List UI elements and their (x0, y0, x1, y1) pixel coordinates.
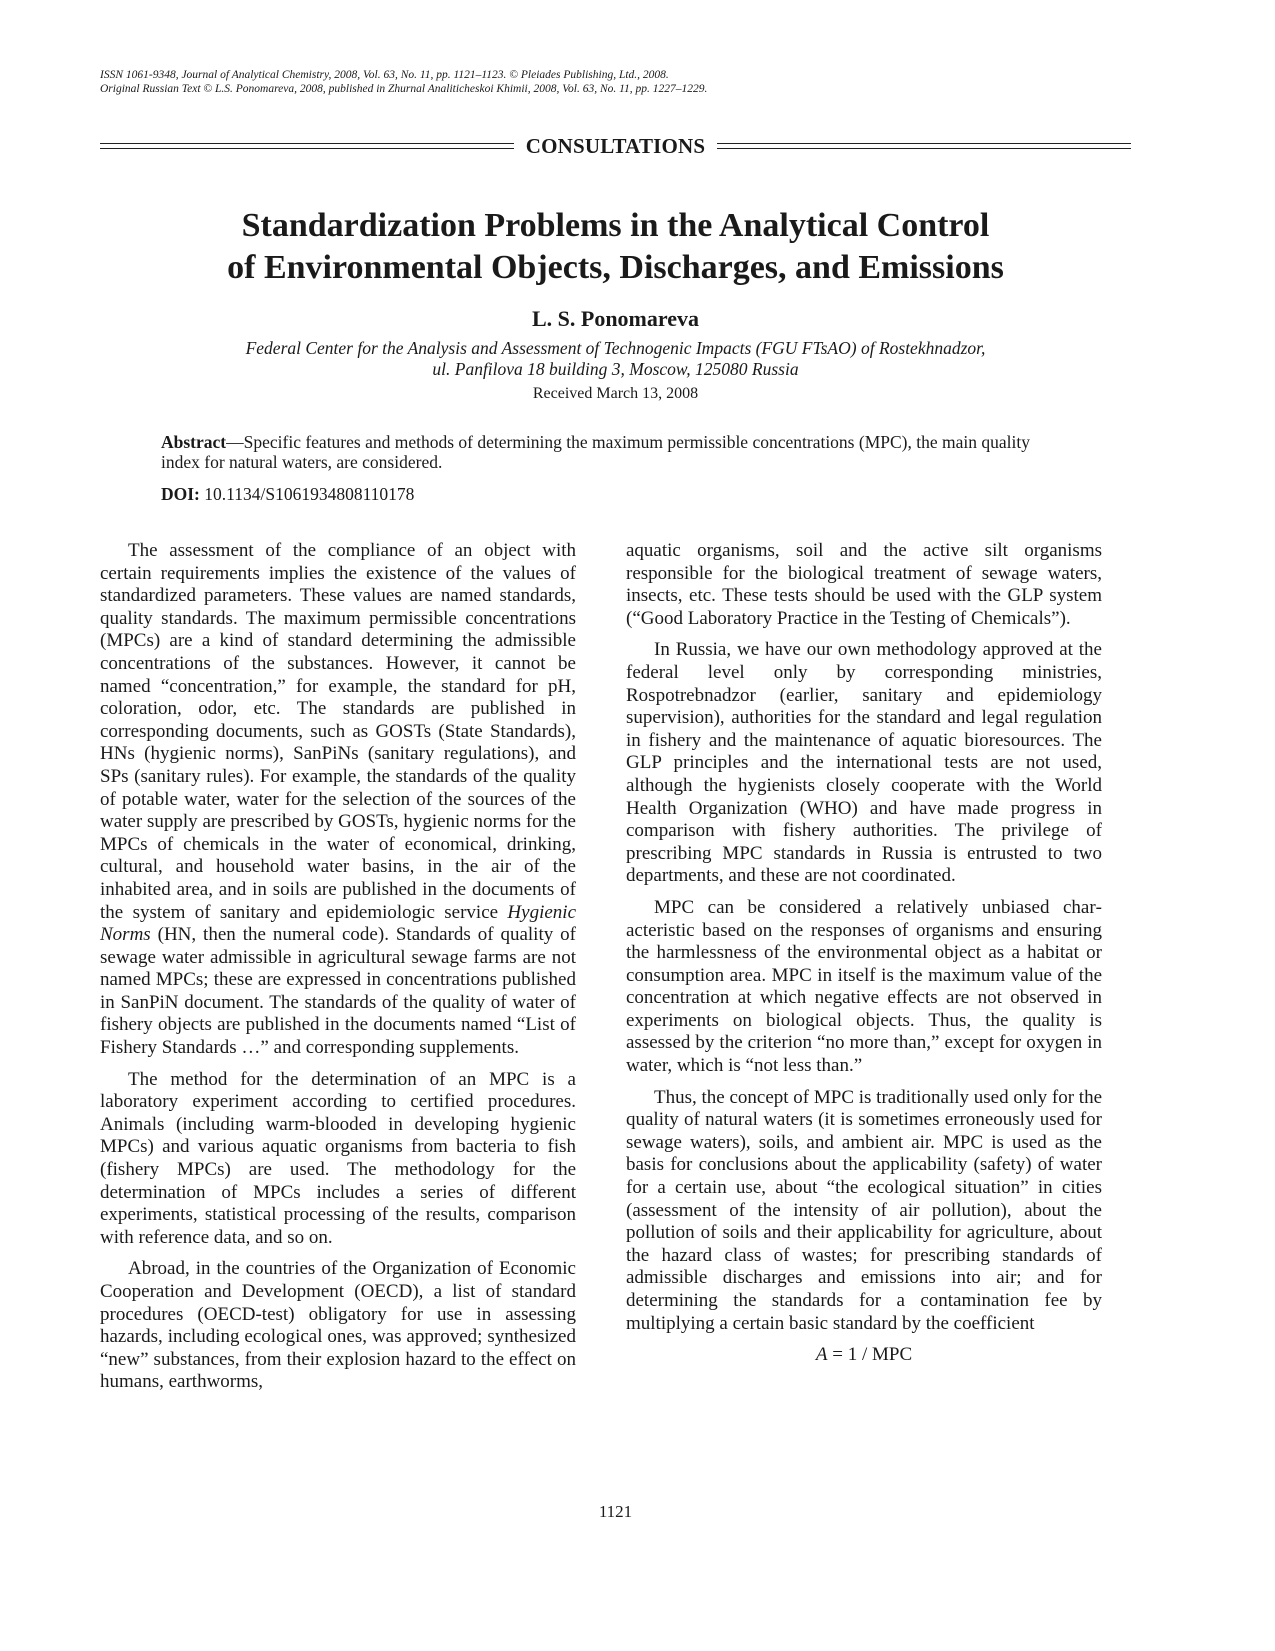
affiliation-line-1: Federal Center for the Analysis and Assessment of Technogenic Impacts (FGU FTsAO) of Rostekhnadzor, (245, 338, 986, 358)
paragraph: Abroad, in the countries of the Organization of Economic Cooperation and Development (OECD), a list of standard procedures (OECD-test) obligatory for use in assessing hazards, including ecological ones, was approved; synthesized “new” substances, from their explosion hazard to the effect on humans, earthworms, (100, 1258, 576, 1393)
paragraph: Thus, the concept of MPC is traditionally used only for the quality of natural waters (it is sometimes erroneously used for sewage waters), soils, and ambient air. MPC is used as the basis for conclusions about the applicability (safety) of water for a certain use, about “the ecological situation” in cities (assessment of the intensity of air pollution), about the pollution of soils and their applicability for agriculture, about the hazard class of wastes; for prescribing standards of admissible discharges and emissions into air; and for determining the standards for a contamination fee by multiplying a certain basic standard by the coefficient (626, 1086, 1103, 1334)
italic-term: Hygienic Norms (100, 901, 576, 946)
abstract-label: Abstract (161, 432, 227, 452)
paragraph: In Russia, we have our own methodology approved at the federal level only by corresponding ministries, Rospotrebnadzor (earlier, sanitary and epidemiology supervision), authorities for the standard and legal regulation in fishery and the maintenance of aquatic bioresources. The GLP principles and the international tests are not used, although the hygienists closely cooperate with the World Health Organization (WHO) and have made progress in comparison with fishery authorities. The privilege of prescribing MPC standards in Russia is entrusted to two departments, and these are not coordinated. (626, 639, 1102, 887)
doi-line (161, 484, 414, 504)
section-heading-bar (100, 133, 1131, 159)
doi-label: DOI: (161, 484, 200, 504)
affiliation (100, 338, 1131, 380)
formula-variable: A (815, 1344, 828, 1366)
paragraph (100, 540, 576, 1060)
double-rule-left (100, 143, 514, 149)
abstract (161, 432, 1071, 472)
title-line-1: Standardization Problems in the Analytical Control (241, 207, 990, 244)
right-column (626, 540, 1102, 1376)
abstract-text: —Specific features and methods of determining the maximum permissible concentrations (MPC), the main quality index for natural waters, are considered. (161, 432, 1030, 472)
section-label: CONSULTATIONS (525, 133, 706, 158)
double-rule-right (717, 143, 1131, 149)
paragraph-text: (HN, then the numeral code). Standards of quality of sewage water admissible in agricultural sewage farms are not named MPCs; these are expressed in concentrations published in SanPiN document. The standards of the quality of water of fishery objects are published in the documents named “List of Fishery Standards …” and corresponding supplements. (100, 924, 576, 1059)
title-line-2: of Environmental Objects, Discharges, and Emissions (227, 249, 1004, 286)
header-original-line: Original Russian Text © L.S. Ponomareva, 2008, published in Zhurnal Analiticheskoi Khimii, 2008, Vol. 63, No. 11, pp. 1227–1229. (100, 83, 708, 95)
paragraph: The method for the determination of an MPC is a laboratory experiment according to certified procedures. Animals (including warm-blooded in developing hygienic MPCs) and various aquatic organisms from bacteria to fish (fishery MPCs) are used. The methodology for the determination of MPCs includes a series of different experiments, statistical processing of the results, comparison with reference data, and so on. (100, 1068, 576, 1248)
paragraph: aquatic organisms, soil and the active silt organisms responsible for the biological treatment of sewage waters, insects, etc. These tests should be used with the GLP system (“Good Laboratory Practice in the Testing of Chemicals”). (626, 540, 1102, 629)
received-date: Received March 13, 2008 (532, 385, 699, 402)
affiliation-line-2: ul. Panfilova 18 building 3, Moscow, 125080 Russia (432, 359, 799, 379)
header-citation-line: ISSN 1061-9348, Journal of Analytical Chemistry, 2008, Vol. 63, No. 11, pp. 1121–1123. © Pleiades Publishing, Ltd., 2008. (100, 69, 669, 81)
article-title (100, 205, 1131, 289)
formula-expression: = 1 / MPC (827, 1344, 913, 1366)
formula (626, 1344, 1102, 1367)
paragraph: MPC can be considered a relatively unbiased characteristic based on the responses of organisms and ensuring the harmlessness of the environmental object as a habitat or consumption area. MPC in itself is the maximum value of the concentration at which negative effects are not observed in experiments on biological objects. Thus, the quality is assessed by the criterion “no more than,” except for oxygen in water, which is “not less than.” (626, 896, 1102, 1077)
doi-value[interactable]: 10.1134/S1061934808110178 (204, 484, 415, 504)
paragraph-text: The assessment of the compliance of an object with certain requirements implies the existence of the values of standardized parameters. These values are named standards, quality standards. The maximum permissible concentrations (MPCs) are a kind of standard determining the admissible concentrations of the substances. However, it cannot be named “concentration,” for example, the standard for pH, coloration, odor, etc. The standards are published in corresponding documents, such as GOSTs (State Standards), HNs (hygienic norms), SanPiNs (sanitary regulations), and SPs (sanitary rules). For example, the standards of the quality of potable water, water for the selection of the sources of the water supply are prescribed by GOSTs, hygienic norms for the MPCs of chemicals in the water of economical, drinking, cultural, and household water basins, in the air of the inhabited area, and in soils are published in the documents of the system of sanitary and epidemiologic service (100, 540, 576, 923)
left-column (100, 540, 576, 1403)
journal-header (100, 68, 1100, 96)
page-number: 1121 (598, 1502, 633, 1521)
author-name: L. S. Ponomareva (531, 306, 700, 331)
